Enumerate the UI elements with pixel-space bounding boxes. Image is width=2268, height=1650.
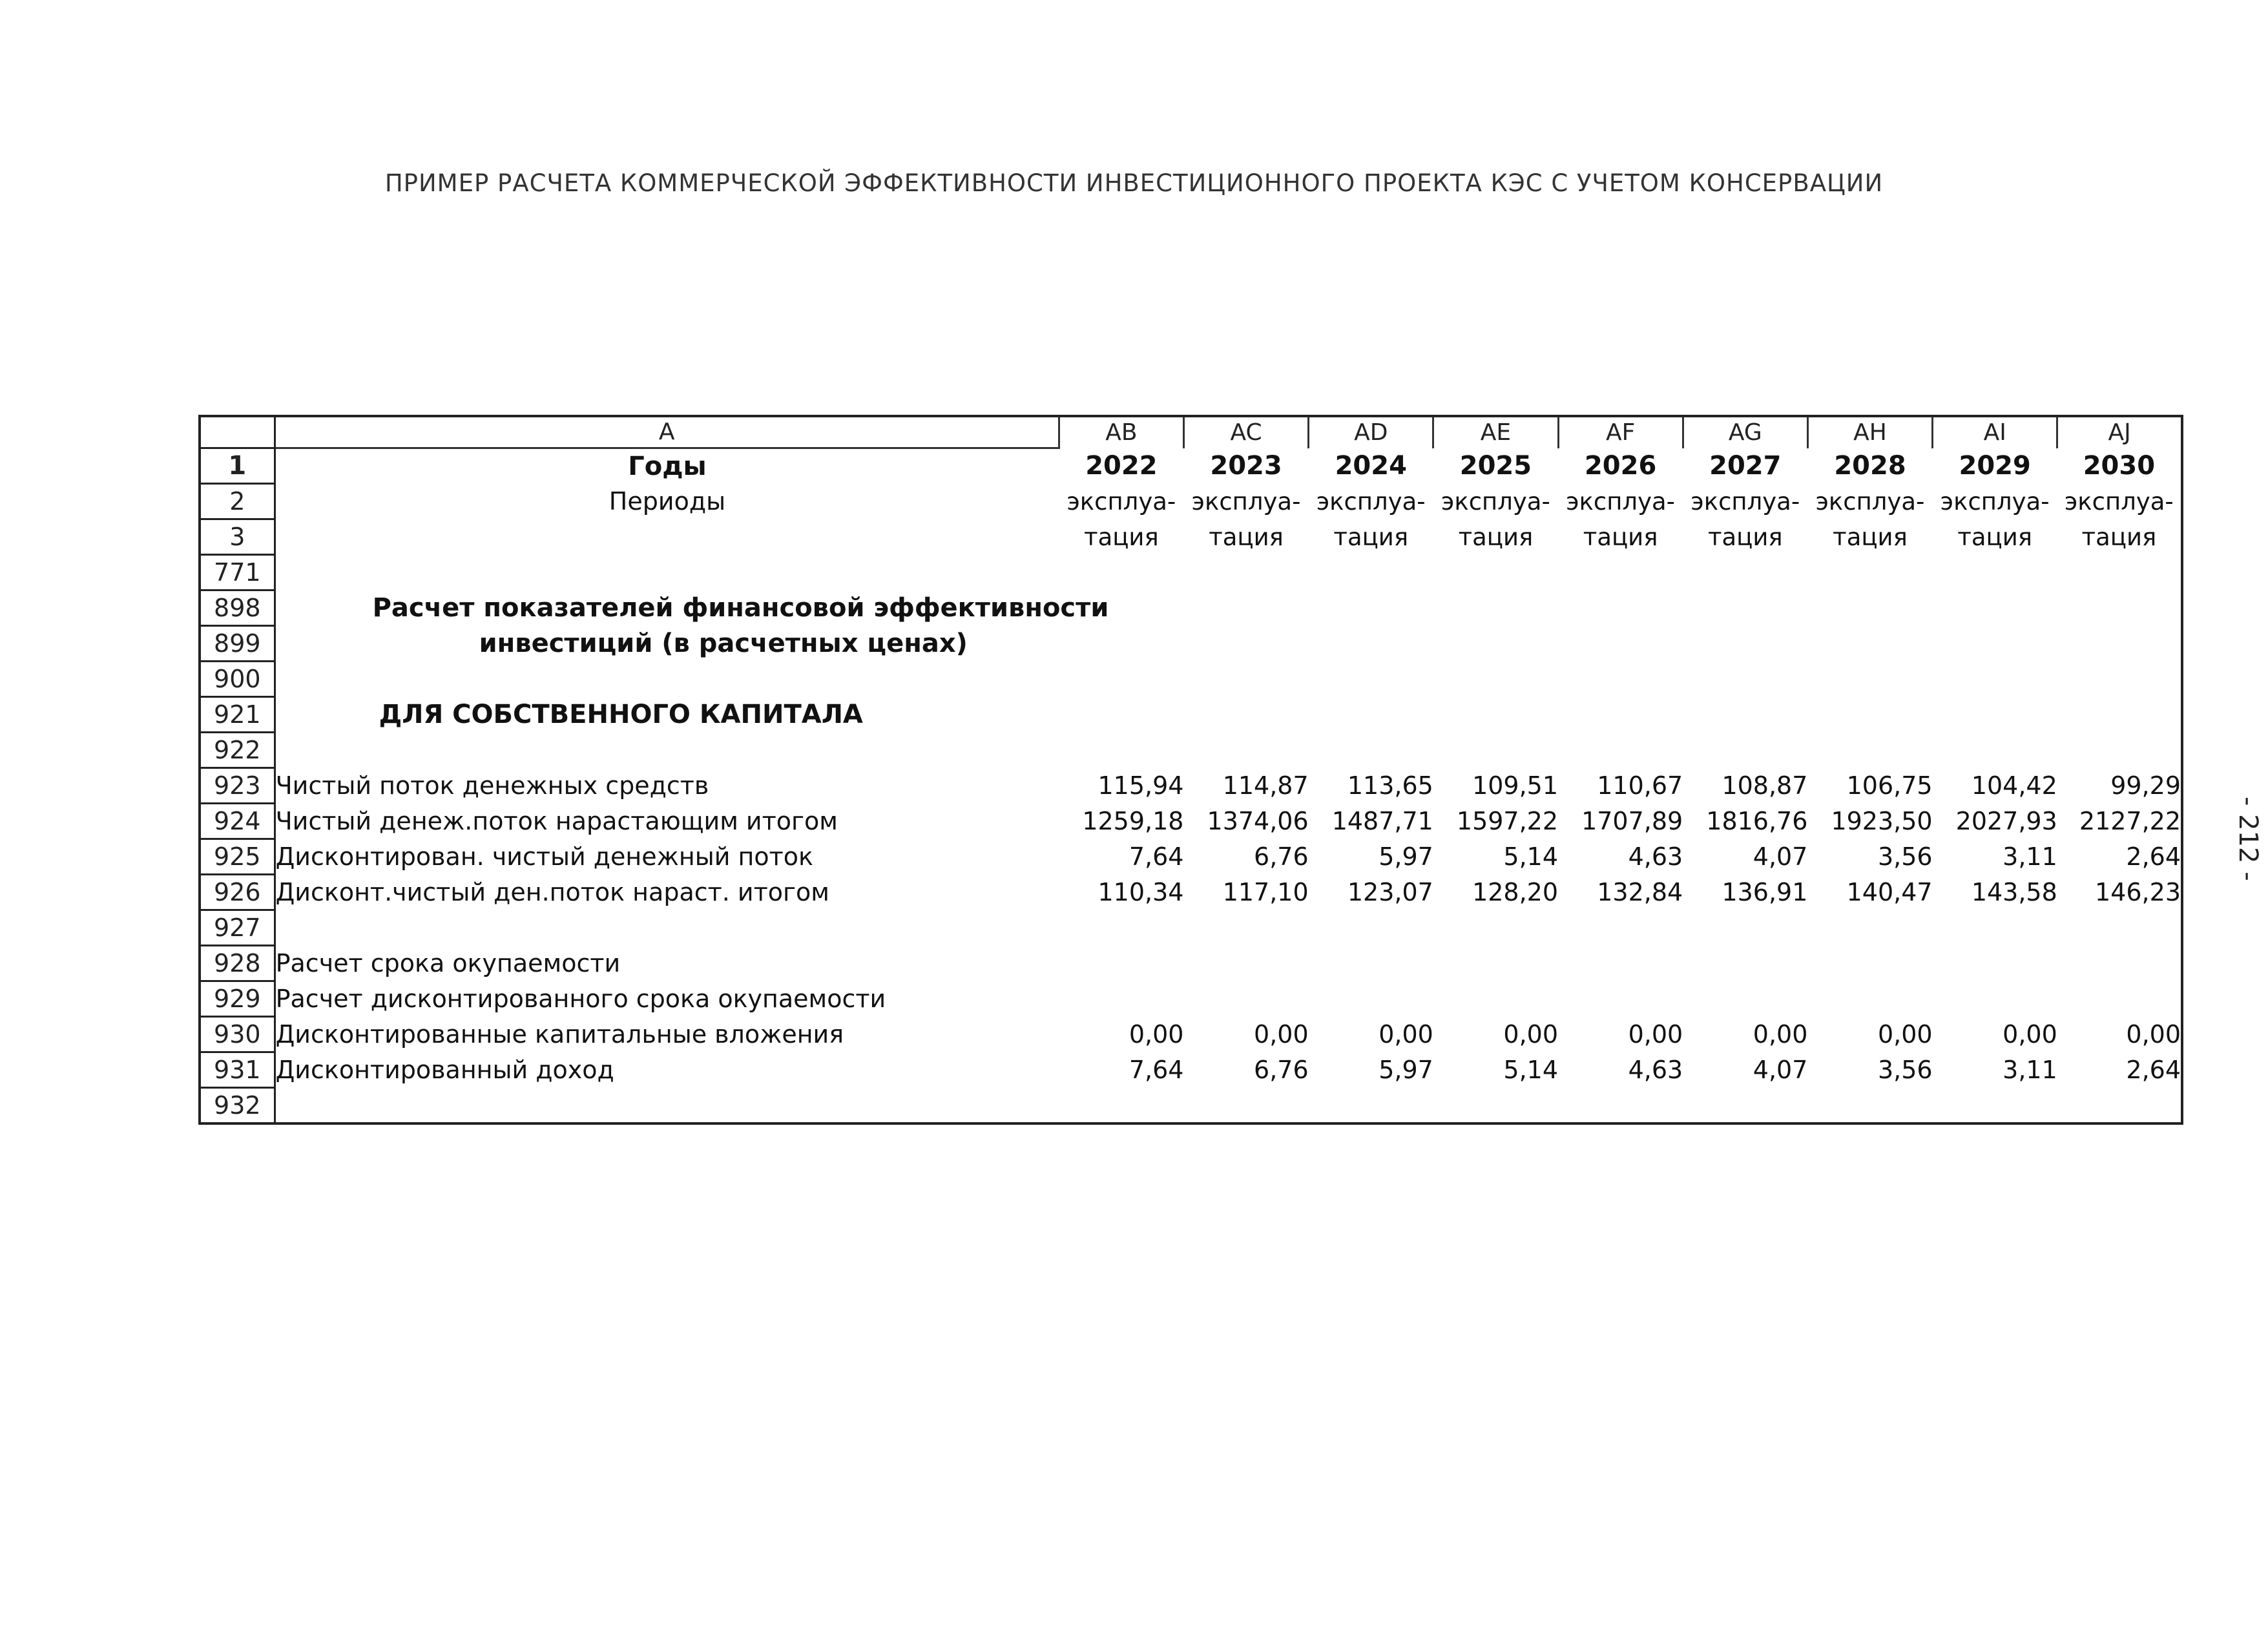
value-cell: 0,00 <box>1378 1020 1433 1049</box>
value-cell: 104,42 <box>1971 771 2057 800</box>
table-row <box>200 1052 2182 1088</box>
value-cell: 7,64 <box>1129 1056 1184 1084</box>
value-cell: 1923,50 <box>1831 807 1933 835</box>
section-heading: инвестиций (в расчетных ценах) <box>479 629 968 658</box>
year-cell: 2030 <box>2057 448 2182 484</box>
value-cell: 2,64 <box>2057 839 2182 875</box>
year-cell: 2025 <box>1459 451 1532 481</box>
value-cell: 0,00 <box>1753 1020 1808 1049</box>
value-cell: 143,58 <box>1971 878 2057 906</box>
value-cell: 1707,89 <box>1581 807 1683 835</box>
row-number: 921 <box>200 697 275 733</box>
value-cell: 1259,18 <box>1082 807 1184 835</box>
row-number: 931 <box>200 1052 275 1088</box>
row-number: 900 <box>200 662 275 697</box>
table-row-years <box>200 448 2182 484</box>
page-title: ПРИМЕР РАСЧЕТА КОММЕРЧЕСКОЙ ЭФФЕКТИВНОСТИ ИНВЕСТИЦИОННОГО ПРОЕКТА КЭС С УЧЕТОМ КОНСЕРВАЦИИ <box>384 169 1884 197</box>
row-number: 923 <box>200 768 275 804</box>
period-cell: тация <box>1957 523 2033 551</box>
table-row <box>200 1017 2182 1052</box>
column-letter: AD <box>1309 416 1433 448</box>
value-cell: 3,11 <box>2003 1056 2057 1084</box>
row-number: 922 <box>200 733 275 768</box>
row-label <box>275 733 2182 768</box>
corner-cell <box>200 416 275 448</box>
period-cell: тация <box>1458 523 1534 551</box>
table-row <box>200 662 2182 697</box>
row-label: Годы <box>628 451 707 481</box>
value-cell: 6,76 <box>1254 842 1309 871</box>
row-label: Дисконт.чистый ден.поток нараст. итогом <box>275 878 829 906</box>
row-label <box>275 662 2182 697</box>
period-cell: тация <box>1833 523 1908 551</box>
value-cell: 115,94 <box>1098 771 1184 800</box>
value-cell: 123,07 <box>1347 878 1433 906</box>
period-cell: эксплуа- <box>2057 484 2182 519</box>
table-row <box>200 910 2182 946</box>
column-letter: AE <box>1433 416 1558 448</box>
row-label: Чистый поток денежных средств <box>275 771 709 800</box>
value-cell: 2127,22 <box>2057 804 2182 839</box>
value-cell: 5,14 <box>1503 842 1559 871</box>
row-number: 898 <box>200 590 275 626</box>
row-label <box>275 519 1059 555</box>
row-number: 930 <box>200 1017 275 1052</box>
section-heading: Расчет показателей финансовой эффективности <box>372 593 1109 623</box>
value-cell: 1597,22 <box>1456 807 1559 835</box>
value-cell: 2,64 <box>2057 1052 2182 1088</box>
row-number: 925 <box>200 839 275 875</box>
row-label: Расчет дисконтированного срока окупаемости <box>275 985 886 1013</box>
value-cell: 140,47 <box>1846 878 1933 906</box>
period-cell: эксплуа- <box>1691 487 1800 516</box>
row-number: 924 <box>200 804 275 839</box>
value-cell: 3,11 <box>2003 842 2057 871</box>
period-cell: тация <box>1209 523 1284 551</box>
row-label <box>275 910 2182 946</box>
row-number: 926 <box>200 875 275 910</box>
value-cell: 0,00 <box>1129 1020 1184 1049</box>
value-cell: 114,87 <box>1222 771 1309 800</box>
row-label: Чистый денеж.поток нарастающим итогом <box>275 807 838 835</box>
period-cell: эксплуа- <box>1940 487 2050 516</box>
value-cell: 113,65 <box>1347 771 1433 800</box>
period-cell: эксплуа- <box>1566 487 1675 516</box>
value-cell: 5,97 <box>1378 842 1433 871</box>
value-cell: 109,51 <box>1472 771 1559 800</box>
row-number: 3 <box>200 519 275 555</box>
value-cell: 5,14 <box>1503 1056 1559 1084</box>
value-cell: 0,00 <box>2057 1017 2182 1052</box>
value-cell: 0,00 <box>1254 1020 1309 1049</box>
value-cell: 99,29 <box>2057 768 2182 804</box>
row-number: 932 <box>200 1088 275 1124</box>
table-row <box>200 875 2182 910</box>
value-cell: 0,00 <box>1503 1020 1559 1049</box>
value-cell: 4,63 <box>1628 842 1683 871</box>
section-heading: ДЛЯ СОБСТВЕННОГО КАПИТАЛА <box>379 700 863 729</box>
row-label <box>275 555 2182 590</box>
year-cell: 2022 <box>1085 451 1158 481</box>
table-row <box>200 697 2182 733</box>
year-cell: 2027 <box>1709 451 1782 481</box>
value-cell: 1374,06 <box>1207 807 1309 835</box>
year-cell: 2024 <box>1335 451 1407 481</box>
value-cell: 1487,71 <box>1331 807 1433 835</box>
value-cell: 128,20 <box>1472 878 1559 906</box>
value-cell: 110,67 <box>1597 771 1683 800</box>
year-cell: 2023 <box>1210 451 1282 481</box>
value-cell: 0,00 <box>2003 1020 2057 1049</box>
row-label <box>275 1088 2182 1124</box>
table-row <box>200 839 2182 875</box>
period-cell: эксплуа- <box>1191 487 1301 516</box>
row-number: 899 <box>200 626 275 662</box>
row-label: Расчет срока окупаемости <box>275 949 621 977</box>
value-cell: 136,91 <box>1722 878 1808 906</box>
year-cell: 2026 <box>1584 451 1657 481</box>
row-number: 2 <box>200 484 275 519</box>
row-number: 1 <box>200 448 275 484</box>
value-cell: 110,34 <box>1098 878 1184 906</box>
value-cell: 0,00 <box>1877 1020 1933 1049</box>
column-letter: AB <box>1059 416 1183 448</box>
column-letter: AI <box>1933 416 2057 448</box>
value-cell: 4,07 <box>1753 842 1808 871</box>
value-cell: 6,76 <box>1254 1056 1309 1084</box>
table-row <box>200 804 2182 839</box>
column-letters-row <box>200 416 2182 448</box>
table-row <box>200 733 2182 768</box>
value-cell: 146,23 <box>2057 875 2182 910</box>
row-number: 771 <box>200 555 275 590</box>
value-cell: 2027,93 <box>1955 807 2057 835</box>
row-label: Дисконтированные капитальные вложения <box>275 1020 844 1049</box>
value-cell: 5,97 <box>1378 1056 1433 1084</box>
row-number: 928 <box>200 946 275 981</box>
value-cell: 1816,76 <box>1706 807 1808 835</box>
column-letter: AJ <box>2057 416 2182 448</box>
value-cell: 106,75 <box>1846 771 1933 800</box>
value-cell: 4,63 <box>1628 1056 1683 1084</box>
column-letter-a: A <box>275 416 1059 448</box>
year-cell: 2028 <box>1834 451 1906 481</box>
value-cell: 3,56 <box>1877 842 1933 871</box>
column-letter: AC <box>1183 416 1308 448</box>
table-row-periods <box>200 484 2182 519</box>
table-row <box>200 1088 2182 1124</box>
period-cell: тация <box>1707 523 1783 551</box>
table-row <box>200 590 2182 626</box>
value-cell: 3,56 <box>1877 1056 1933 1084</box>
table-row <box>200 626 2182 662</box>
row-number: 927 <box>200 910 275 946</box>
column-letter: AG <box>1683 416 1807 448</box>
period-cell: тация <box>1333 523 1409 551</box>
value-cell: 4,07 <box>1753 1056 1808 1084</box>
period-cell: тация <box>2057 519 2182 555</box>
row-label: Дисконтированный доход <box>275 1056 614 1084</box>
period-cell: эксплуа- <box>1441 487 1550 516</box>
value-cell: 132,84 <box>1597 878 1683 906</box>
table-row-periods-cont <box>200 519 2182 555</box>
period-cell: тация <box>1084 523 1159 551</box>
value-cell: 7,64 <box>1129 842 1184 871</box>
row-label: Дисконтирован. чистый денежный поток <box>275 842 813 871</box>
page-number: - 212 - <box>2233 797 2263 881</box>
table-row <box>200 981 2182 1017</box>
period-cell: эксплуа- <box>1066 487 1176 516</box>
table-row <box>200 555 2182 590</box>
value-cell: 117,10 <box>1222 878 1309 906</box>
row-number: 929 <box>200 981 275 1017</box>
table-row <box>200 946 2182 981</box>
period-cell: тация <box>1583 523 1658 551</box>
year-cell: 2029 <box>1959 451 2031 481</box>
table-row <box>200 768 2182 804</box>
period-cell: эксплуа- <box>1815 487 1925 516</box>
value-cell: 0,00 <box>1628 1020 1683 1049</box>
column-letter: AH <box>1807 416 1932 448</box>
column-letter: AF <box>1558 416 1683 448</box>
value-cell: 108,87 <box>1722 771 1808 800</box>
row-label: Периоды <box>609 487 726 516</box>
spreadsheet-table <box>198 415 2183 1125</box>
period-cell: эксплуа- <box>1316 487 1426 516</box>
